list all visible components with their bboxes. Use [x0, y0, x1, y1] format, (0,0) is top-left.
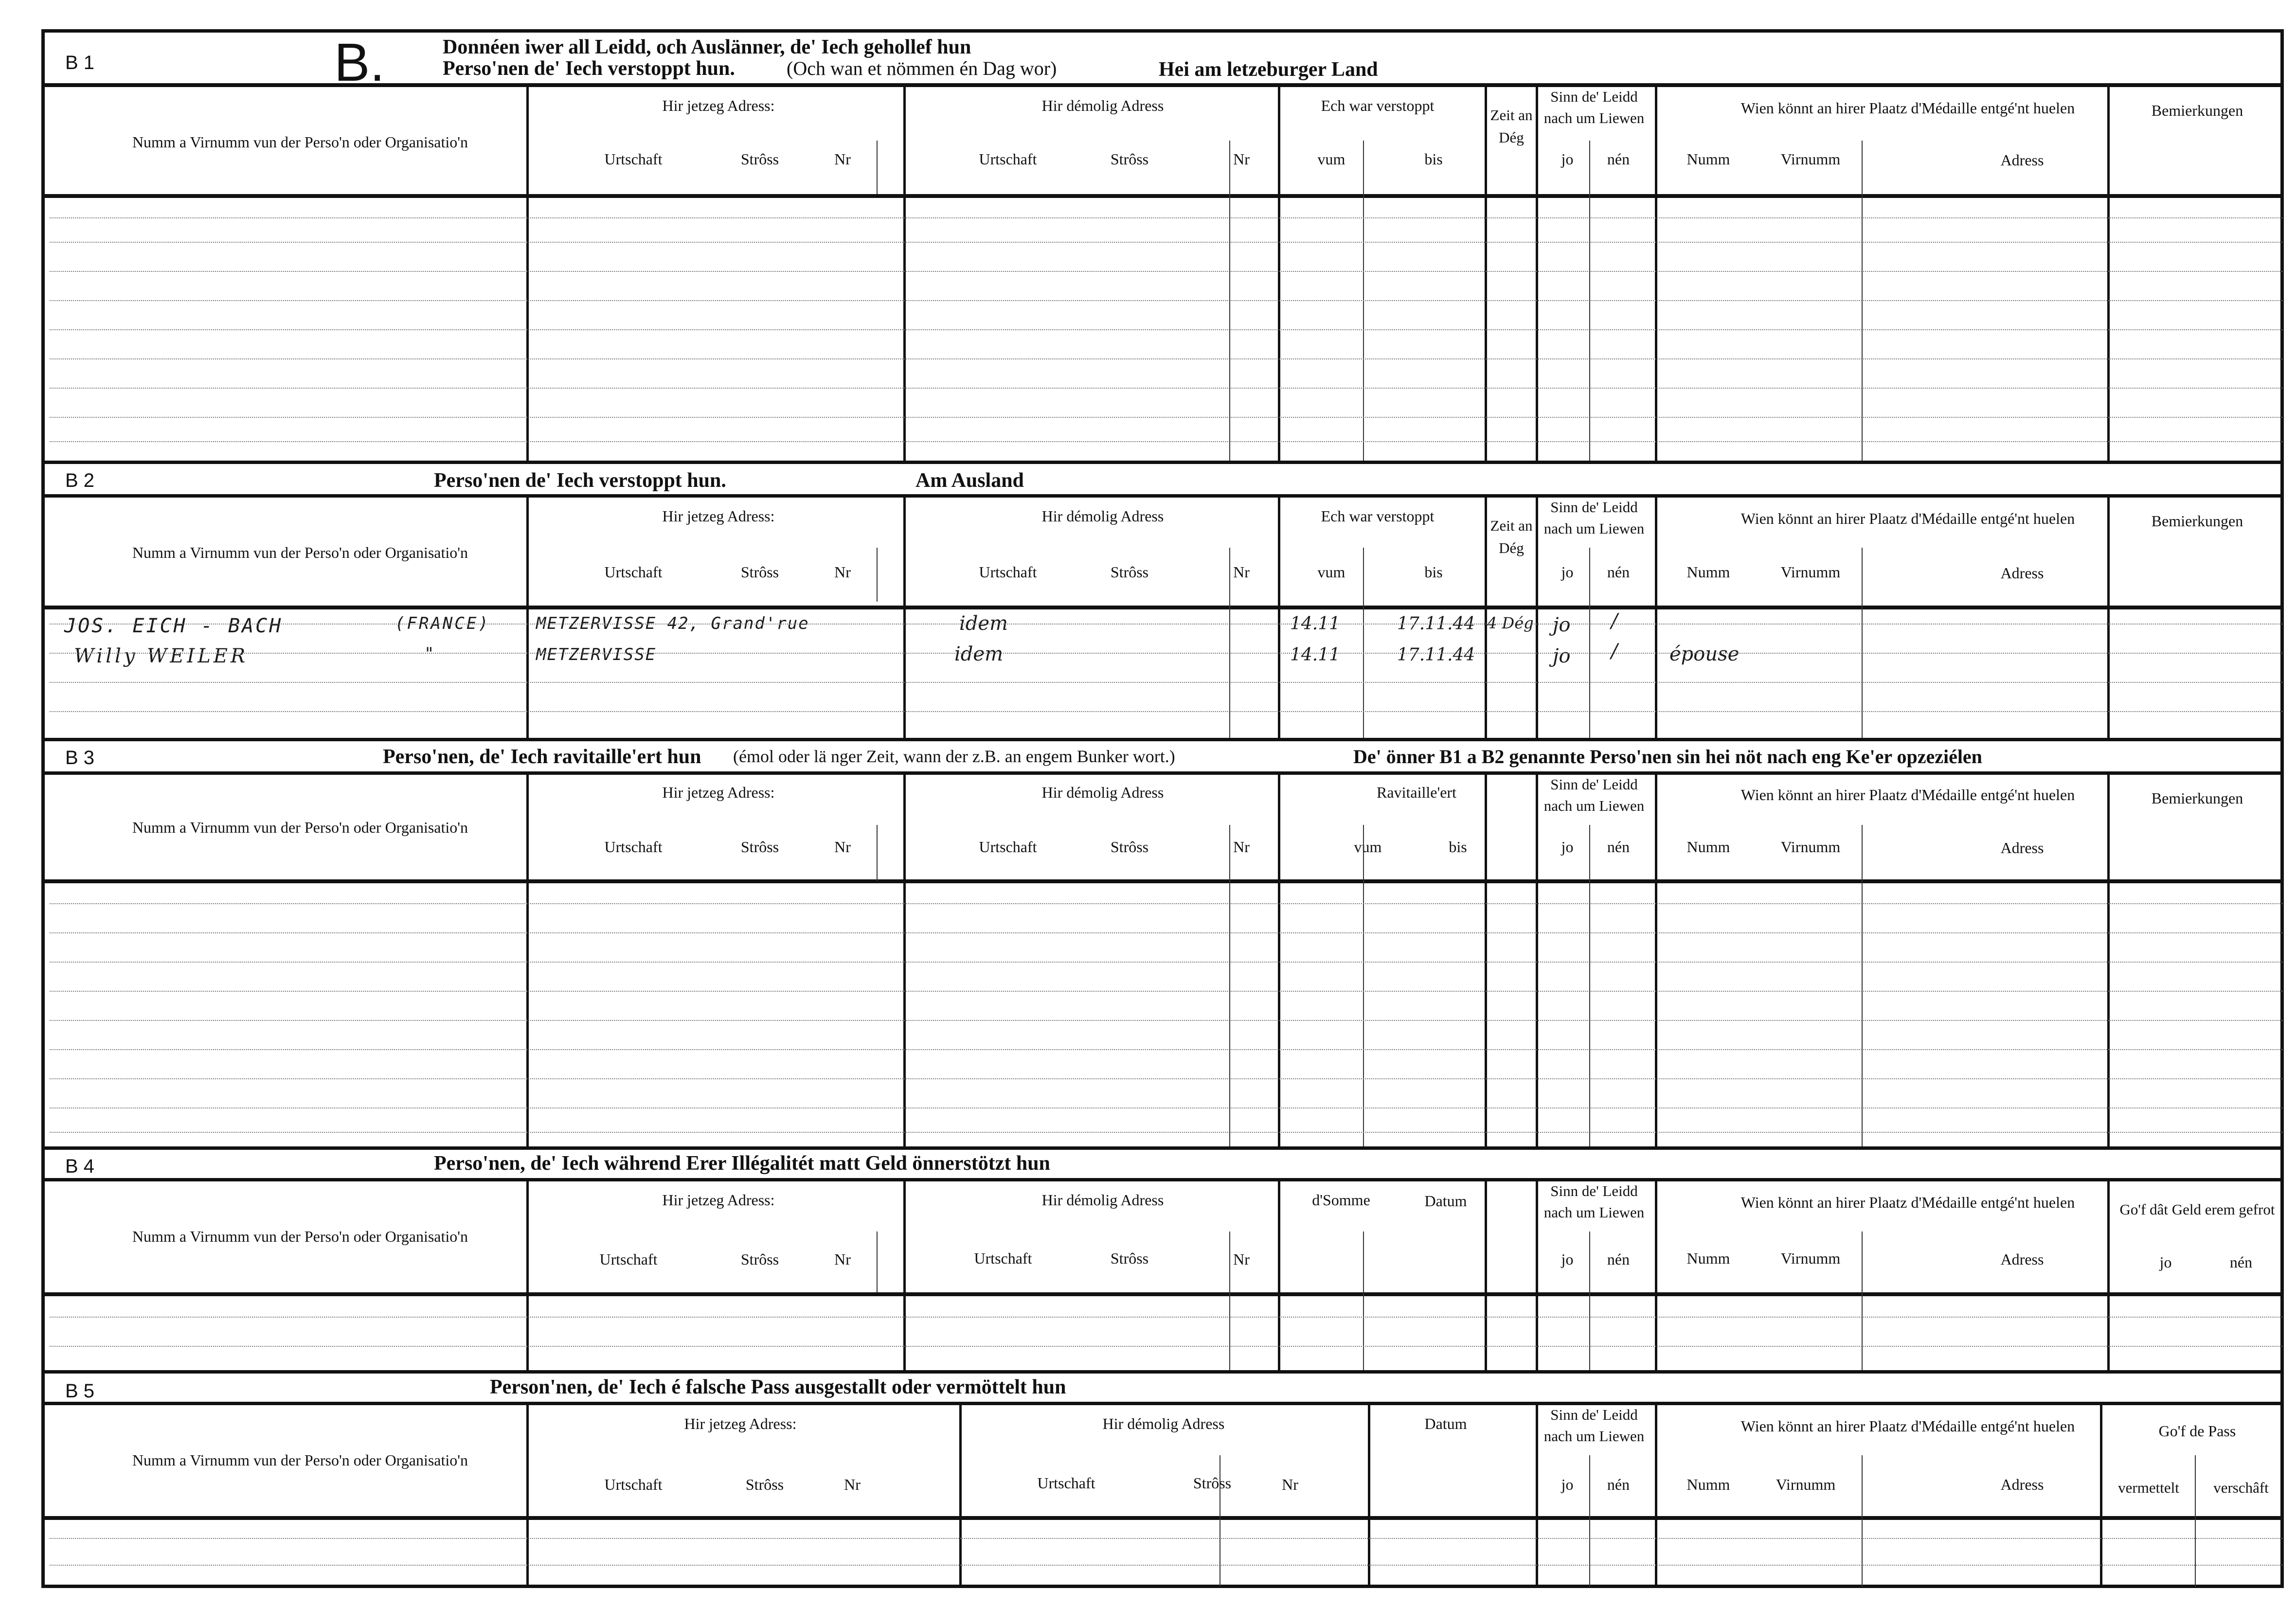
col-town: Urtschaft [604, 150, 663, 168]
col-no: nén [1607, 838, 1630, 856]
column-divider [2107, 87, 2110, 461]
column-divider [526, 1402, 529, 1587]
col-town: Urtschaft [979, 563, 1037, 581]
col-town: Urtschaft [974, 1250, 1032, 1267]
column-divider [1229, 1232, 1230, 1370]
column-divider [526, 87, 529, 461]
entry-former-address: idem [954, 643, 1003, 665]
section-title: Perso'nen de' Iech verstoppt hun. [434, 469, 726, 492]
entry-medal: épouse [1669, 643, 1740, 665]
section-title: Person'nen, de' Iech é falsche Pass ausgestallt oder vermöttelt hun [490, 1376, 1066, 1398]
section-code: B 4 [65, 1156, 95, 1177]
row-line [50, 271, 2282, 272]
section-note2: De' önner B1 a B2 genannte Perso'nen sin hei nöt nach eng Ke'er opzeziélen [1353, 746, 1982, 768]
col-alive: Sinn de' Leidd nach um Liewen [1543, 499, 1645, 537]
section-letter: B. [334, 33, 385, 92]
col-yes: jo [1561, 838, 1574, 856]
col-number: Nr [1233, 563, 1250, 581]
column-divider [1363, 1232, 1364, 1370]
col-yes: jo [1561, 150, 1574, 168]
col-hidden: Ech war verstoppt [1321, 507, 1435, 525]
col-medal-address: Adress [2000, 151, 2044, 169]
col-street: Strôss [1110, 563, 1149, 581]
col-former-address: Hir démolig Adress [1041, 784, 1164, 801]
column-divider [903, 87, 906, 461]
col-alive: Sinn de' Leidd nach um Liewen [1543, 776, 1645, 814]
row-line [50, 1317, 2282, 1318]
column-divider [1485, 1178, 1487, 1370]
column-divider [1278, 87, 1280, 461]
column-divider [1363, 825, 1364, 1146]
row-line [50, 1346, 2282, 1347]
col-name: Numm a Virnumm vun der Perso'n oder Organisatio'n [132, 819, 468, 836]
col-created: verschâft [2213, 1479, 2269, 1496]
col-no: nén [1607, 563, 1630, 581]
col-medal-first: Virnumm [1780, 838, 1841, 856]
col-former-address: Hir démolig Adress [1041, 507, 1164, 525]
col-street: Strôss [740, 1250, 779, 1268]
column-divider [2107, 1178, 2110, 1370]
col-town: Urtschaft [599, 1250, 658, 1268]
col-town: Urtschaft [604, 838, 663, 856]
column-divider [526, 1178, 529, 1370]
row-line [50, 329, 2282, 330]
column-divider [1229, 548, 1230, 738]
col-medal-first: Virnumm [1776, 1476, 1836, 1493]
section-title-band [45, 741, 2280, 775]
row-line [50, 1107, 2282, 1108]
entry-current-address: METZERVISSE [536, 645, 657, 664]
row-line [50, 1538, 2282, 1539]
row-line [50, 358, 2282, 359]
column-divider [526, 494, 529, 738]
page-subtitle: Perso'nen de' Iech verstoppt hun. [443, 57, 735, 80]
page-subtitle-note: (Och wan et nömmen én Dag wor) [787, 57, 1057, 79]
col-medal-address: Adress [2000, 564, 2044, 582]
col-name: Numm a Virnumm vun der Perso'n oder Organisatio'n [132, 1451, 468, 1469]
column-divider [1589, 548, 1590, 738]
col-to: bis [1449, 838, 1467, 856]
col-town: Urtschaft [979, 838, 1037, 856]
col-number: Nr [1282, 1476, 1298, 1493]
col-from: vum [1317, 563, 1345, 581]
col-medal-address: Adress [2000, 1476, 2044, 1493]
table-header [45, 1181, 2280, 1296]
col-medal: Wien könnt an hirer Plaatz d'Médaille entgé'nt huelen [1740, 1417, 2075, 1435]
col-no: nén [1607, 150, 1630, 168]
row-line [50, 388, 2282, 389]
entry-from: 14.11 [1290, 614, 1341, 634]
col-street: Strôss [1110, 150, 1149, 168]
col-sum: d'Somme [1312, 1191, 1370, 1209]
row-line [50, 624, 2282, 625]
row-line [50, 682, 2282, 683]
col-medal: Wien könnt an hirer Plaatz d'Médaille entgé'nt huelen [1740, 99, 2075, 117]
col-alive: Sinn de' Leidd nach um Liewen [1543, 1182, 1645, 1221]
column-divider [1536, 87, 1538, 461]
col-remarks: Bemierkungen [2151, 102, 2243, 119]
col-current-address: Hir jetzeg Adress: [662, 507, 775, 525]
column-divider [1363, 548, 1364, 738]
section-title-band [45, 1374, 2280, 1405]
col-number: Nr [834, 838, 851, 856]
col-medal-address: Adress [2000, 839, 2044, 857]
column-divider [959, 1402, 962, 1587]
col-current-address: Hir jetzeg Adress: [662, 97, 775, 114]
col-money-returned: Go'f dât Geld erem gefrot [2119, 1201, 2275, 1218]
col-medal: Wien könnt an hirer Plaatz d'Médaille entgé'nt huelen [1740, 1194, 2075, 1211]
column-divider [1655, 1178, 1657, 1370]
column-divider [1862, 1232, 1863, 1370]
col-no: nén [2229, 1253, 2253, 1271]
section-place: Am Ausland [915, 469, 1024, 492]
section-b1 [45, 33, 2280, 461]
table-header [45, 1405, 2280, 1520]
row-line [50, 1078, 2282, 1079]
column-divider [877, 141, 878, 194]
col-town: Urtschaft [979, 150, 1037, 168]
entry-alive-no: / [1611, 640, 1618, 662]
col-current-address: Hir jetzeg Adress: [662, 1191, 775, 1209]
col-medal: Wien könnt an hirer Plaatz d'Médaille entgé'nt huelen [1740, 786, 2075, 804]
col-street: Strôss [745, 1476, 784, 1493]
col-remarks: Bemierkungen [2151, 789, 2243, 807]
column-divider [1485, 494, 1487, 738]
col-from: vum [1354, 838, 1382, 856]
section-title: Perso'nen, de' Iech ravitaille'ert hun [383, 746, 701, 768]
section-title: Perso'nen, de' Iech während Erer Illégalitét matt Geld önnerstötzt hun [434, 1152, 1050, 1175]
section-title-band [45, 33, 2280, 92]
section-title-band [45, 464, 2280, 498]
col-street: Strôss [1193, 1474, 1232, 1492]
column-divider [1278, 494, 1280, 738]
col-town: Urtschaft [1037, 1474, 1095, 1492]
row-line [50, 242, 2282, 243]
row-line [50, 1020, 2282, 1021]
col-medal-name: Numm [1686, 563, 1730, 581]
column-divider [1655, 87, 1657, 461]
row-line [50, 417, 2282, 418]
column-divider [1278, 1178, 1280, 1370]
entry-days: 4 Dég [1487, 614, 1534, 632]
row-line [50, 1049, 2282, 1050]
section-code: B 3 [65, 747, 95, 768]
row-line [50, 441, 2282, 442]
col-date: Datum [1424, 1415, 1467, 1432]
column-divider [2195, 1455, 2196, 1587]
column-divider [1229, 825, 1230, 1146]
column-divider [1655, 1402, 1657, 1587]
col-medal-name: Numm [1686, 1250, 1730, 1267]
column-divider [1278, 771, 1280, 1146]
row-line [50, 962, 2282, 963]
section-title-band [45, 1150, 2280, 1181]
col-number: Nr [1233, 838, 1250, 856]
entry-name: Willy WEILER [74, 645, 249, 667]
column-divider [903, 494, 906, 738]
column-divider [1589, 1455, 1590, 1587]
col-yes: jo [2159, 1253, 2172, 1271]
section-code: B 1 [65, 52, 95, 73]
col-alive: Sinn de' Leidd nach um Liewen [1543, 88, 1645, 126]
col-to: bis [1424, 150, 1443, 168]
col-street: Strôss [740, 150, 779, 168]
section-b3 [45, 738, 2280, 1146]
table-header [45, 498, 2280, 609]
table-header [45, 87, 2280, 198]
column-divider [526, 771, 529, 1146]
section-b2 [45, 461, 2280, 738]
column-divider [1862, 1455, 1863, 1587]
col-medal-first: Virnumm [1780, 150, 1841, 168]
col-yes: jo [1561, 563, 1574, 581]
column-divider [1368, 1402, 1370, 1587]
col-name: Numm a Virnumm vun der Perso'n oder Organisatio'n [132, 1228, 468, 1245]
row-line [50, 1565, 2282, 1566]
column-divider [1655, 494, 1657, 738]
row-line [50, 653, 2282, 654]
col-number: Nr [1233, 150, 1250, 168]
entry-former-address: idem [959, 612, 1008, 635]
col-number: Nr [834, 1250, 851, 1268]
section-code: B 2 [65, 470, 95, 491]
row-line [50, 991, 2282, 992]
col-no: nén [1607, 1250, 1630, 1268]
col-number: Nr [844, 1476, 861, 1493]
col-medal-name: Numm [1686, 838, 1730, 856]
col-street: Strôss [1110, 838, 1149, 856]
col-mediated: vermettelt [2118, 1479, 2179, 1496]
col-alive: Sinn de' Leidd nach um Liewen [1543, 1406, 1645, 1445]
col-medal-name: Numm [1686, 1476, 1730, 1493]
col-number: Nr [834, 563, 851, 581]
entry-from: 14.11 [1290, 645, 1341, 665]
column-divider [1536, 494, 1538, 738]
entry-name: JOS. EICH - BACH [64, 615, 283, 637]
column-divider [1536, 771, 1538, 1146]
section-note: (émol oder lä nger Zeit, wann der z.B. an engem Bunker wort.) [733, 747, 1175, 766]
page-title: Donnéen iwer all Leidd, och Auslänner, de' Iech gehollef hun [443, 36, 971, 58]
col-yes: jo [1561, 1250, 1574, 1268]
entry-current-address: METZERVISSE 42, Grand'rue [536, 614, 809, 633]
col-no: nén [1607, 1476, 1630, 1493]
column-divider [1485, 771, 1487, 1146]
table-header [45, 775, 2280, 883]
row-line [50, 1132, 2282, 1133]
column-divider [1536, 1178, 1538, 1370]
col-medal-first: Virnumm [1780, 1250, 1841, 1267]
section-b4 [45, 1146, 2280, 1370]
col-name: Numm a Virnumm vun der Perso'n oder Organisatio'n [132, 133, 468, 151]
col-number: Nr [834, 150, 851, 168]
col-medal-address: Adress [2000, 1250, 2044, 1268]
column-divider [2107, 494, 2110, 738]
col-medal-name: Numm [1686, 150, 1730, 168]
column-divider [2100, 1402, 2102, 1587]
column-divider [1589, 1232, 1590, 1370]
col-date: Datum [1424, 1192, 1467, 1210]
row-line [50, 711, 2282, 712]
col-number: Nr [1233, 1250, 1250, 1268]
col-name: Numm a Virnumm vun der Perso'n oder Organisatio'n [132, 544, 468, 561]
entry-origin: " [424, 644, 436, 663]
row-line [50, 217, 2282, 218]
entry-to: 17.11.44 [1397, 645, 1475, 665]
page-subtitle-place: Hei am letzeburger Land [1159, 58, 1378, 81]
entry-alive-yes: jo [1553, 614, 1571, 636]
column-divider [903, 771, 906, 1146]
col-yes: jo [1561, 1476, 1574, 1493]
column-divider [1862, 548, 1863, 738]
column-divider [1536, 1402, 1538, 1587]
entry-alive-yes: jo [1553, 645, 1571, 667]
col-to: bis [1424, 563, 1443, 581]
column-divider [877, 825, 878, 881]
col-street: Strôss [1110, 1250, 1149, 1267]
col-time-days: Zeit an Dég [1490, 107, 1533, 146]
entry-alive-no: / [1611, 610, 1618, 632]
col-street: Strôss [740, 838, 779, 856]
col-current-address: Hir jetzeg Adress: [662, 784, 775, 801]
entry-to: 17.11.44 [1397, 614, 1475, 634]
column-divider [877, 1232, 878, 1292]
column-divider [1862, 825, 1863, 1146]
row-line [50, 300, 2282, 301]
col-medal-first: Virnumm [1780, 563, 1841, 581]
col-town: Urtschaft [604, 1476, 663, 1493]
column-divider [877, 548, 878, 602]
column-divider [903, 1178, 906, 1370]
col-town: Urtschaft [604, 563, 663, 581]
col-medal: Wien könnt an hirer Plaatz d'Médaille entgé'nt huelen [1740, 510, 2075, 527]
column-divider [1589, 825, 1590, 1146]
col-former-address: Hir démolig Adress [1102, 1415, 1225, 1432]
col-current-address: Hir jetzeg Adress: [684, 1415, 797, 1432]
form-page [41, 29, 2284, 1588]
col-pass-given: Go'f de Pass [2158, 1422, 2236, 1440]
col-former-address: Hir démolig Adress [1041, 97, 1164, 114]
column-divider [1655, 771, 1657, 1146]
col-from: vum [1317, 150, 1345, 168]
col-time-days: Zeit an Dég [1490, 517, 1533, 556]
row-line [50, 932, 2282, 933]
col-supplied: Ravitaille'ert [1377, 784, 1456, 801]
col-remarks: Bemierkungen [2151, 512, 2243, 530]
col-street: Strôss [740, 563, 779, 581]
section-code: B 5 [65, 1380, 95, 1402]
col-former-address: Hir démolig Adress [1041, 1191, 1164, 1209]
col-hidden: Ech war verstoppt [1321, 97, 1435, 114]
row-line [50, 903, 2282, 904]
column-divider [1485, 87, 1487, 461]
section-b5 [45, 1370, 2280, 1587]
entry-origin: (FRANCE) [395, 614, 490, 633]
column-divider [2107, 771, 2110, 1146]
